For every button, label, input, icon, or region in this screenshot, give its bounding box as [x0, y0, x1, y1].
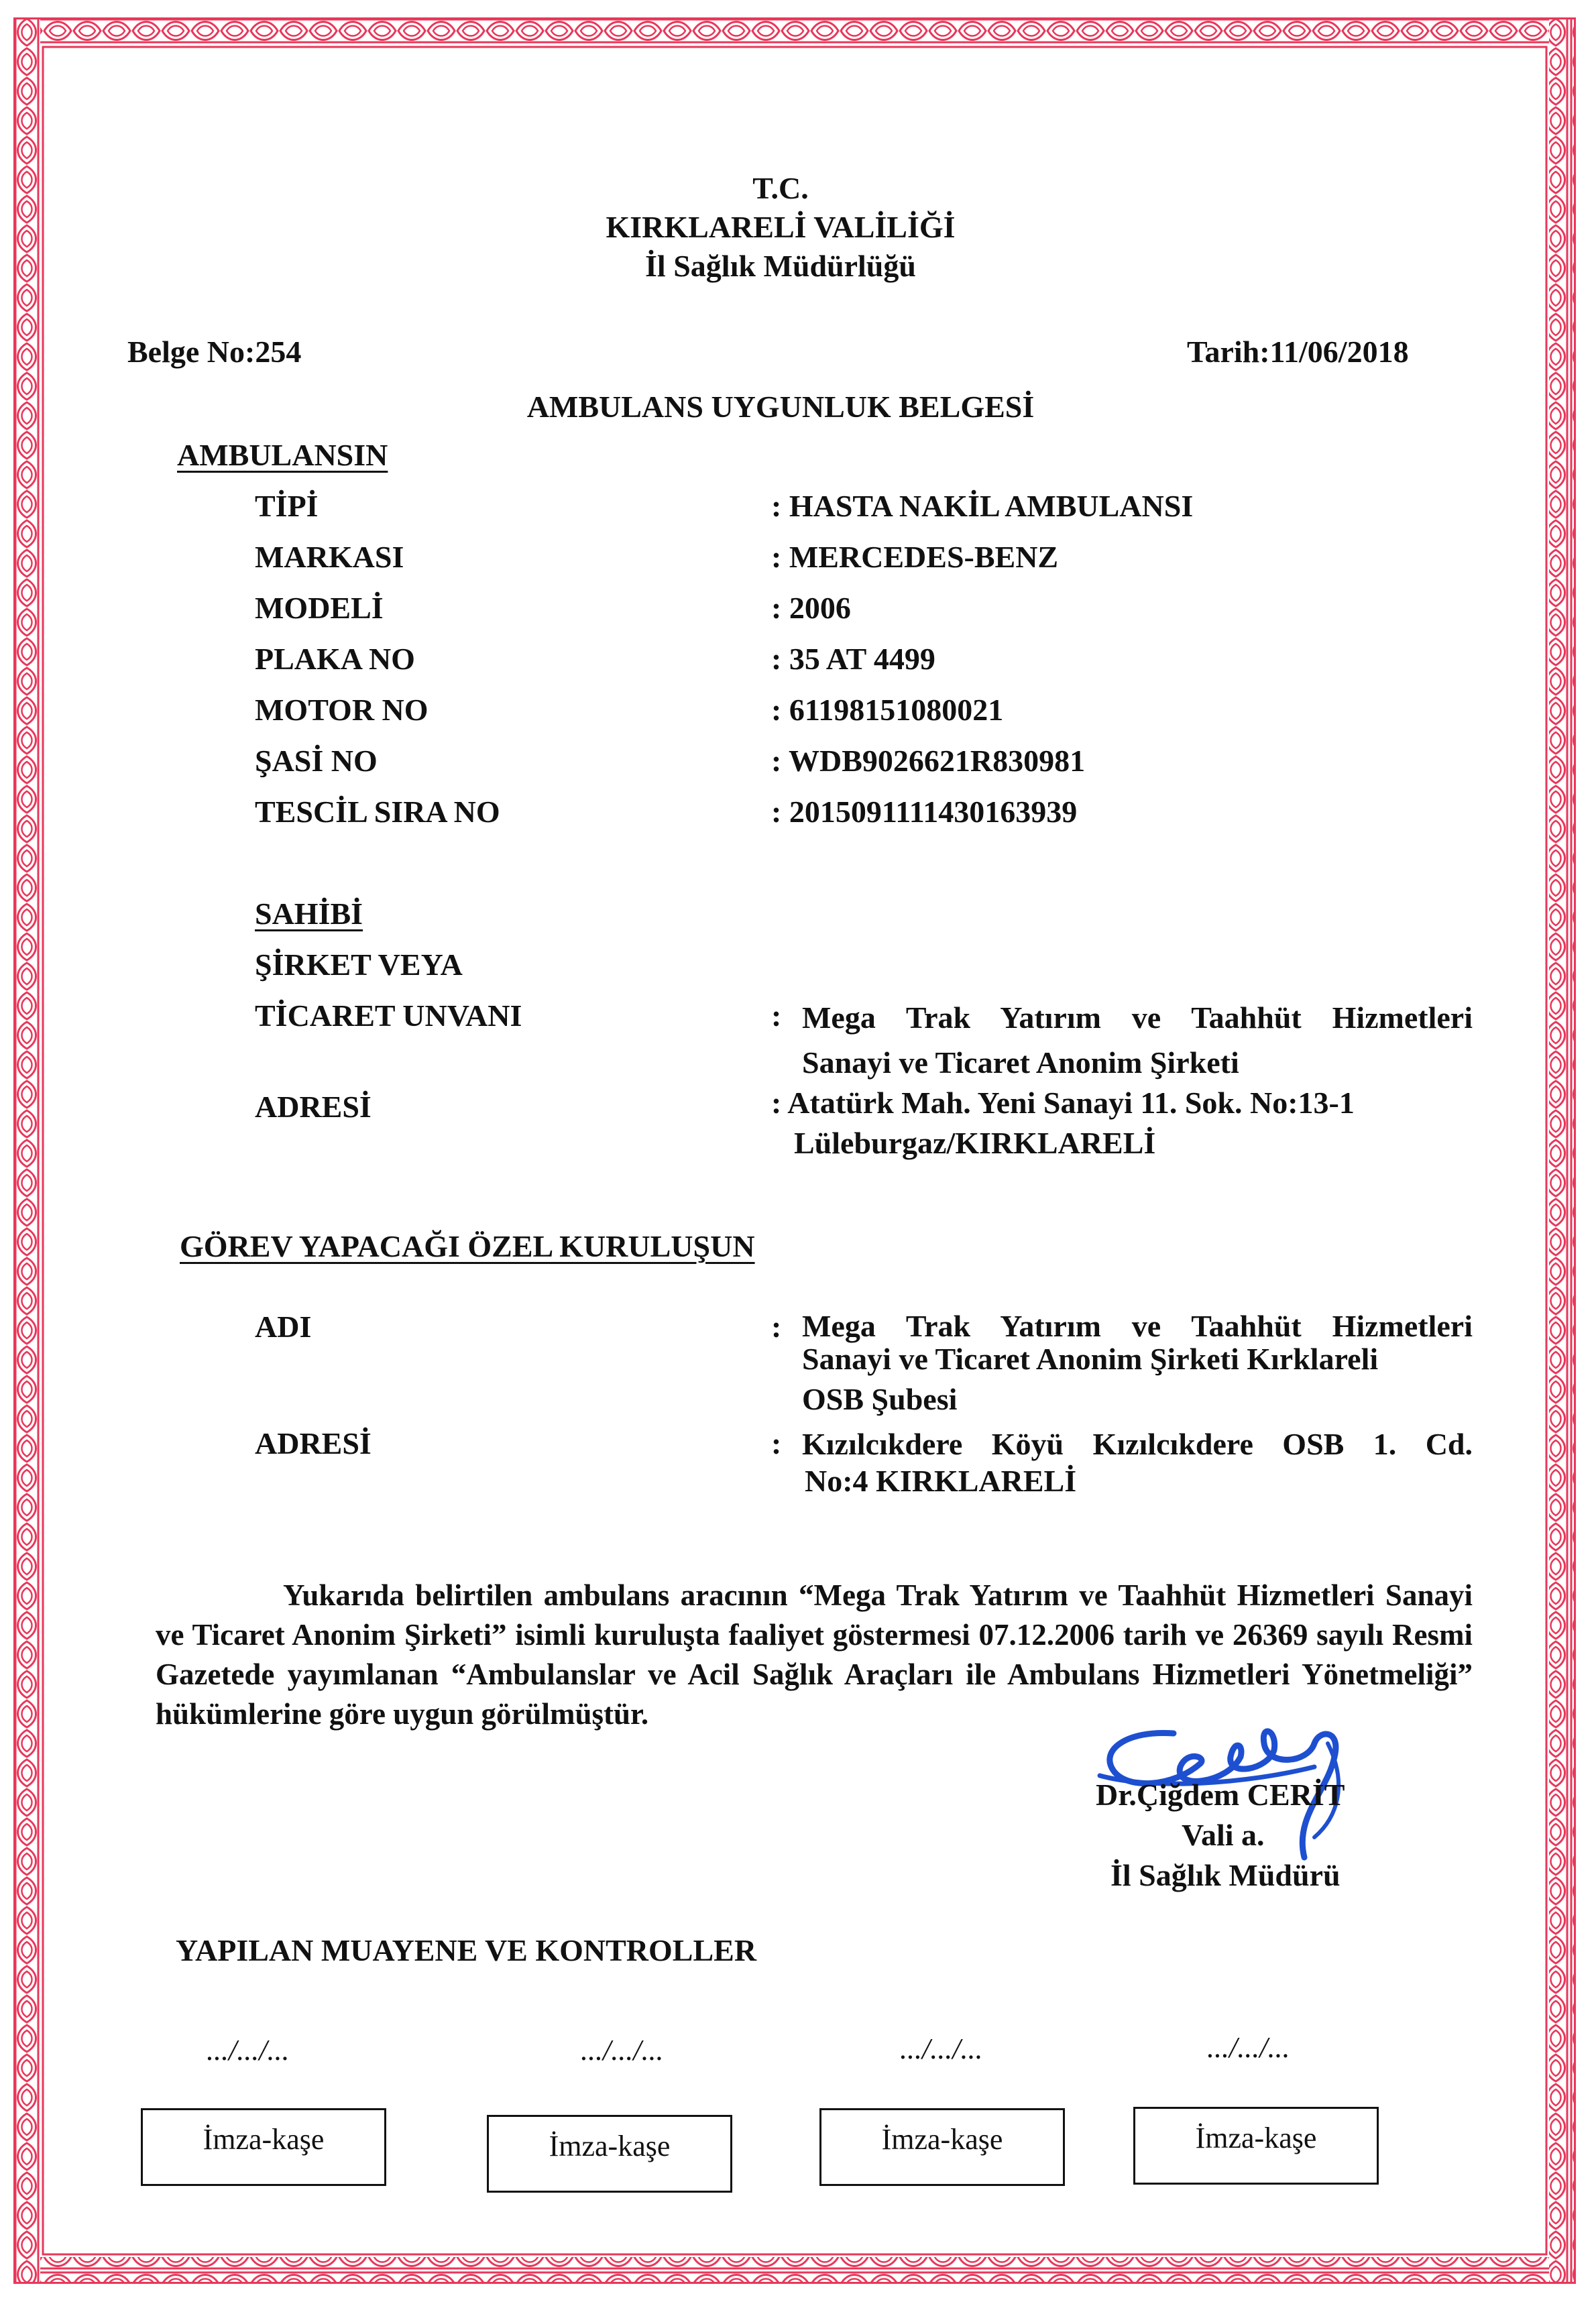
approval-paragraph: Yukarıda belirtilen ambulans aracının “Mega Trak Yatırım ve Taahhüt Hizmetleri Sanayi ve Ticaret Anonim Şirketi” isimli kuruluşta faaliyet göstermesi 07.12.2006 tarih ve 26369 sayılı Resmi Gazetede yayımlanan “Ambulanslar ve Acil Sağlık Araçları ile Ambulans Hizmetleri Yönetmeliği” hükümlerine göre uygun görülmüştür. [156, 1578, 1473, 1731]
institution-name-label: ADI [255, 1310, 312, 1344]
field-value: : HASTA NAKİL AMBULANSI [771, 489, 1194, 523]
inspection-date: .../.../... [1207, 2031, 1290, 2064]
signature-stamp-box: İmza-kaşe [819, 2108, 1065, 2186]
owner-name-line2: Sanayi ve Ticaret Anonim Şirketi [802, 1045, 1239, 1080]
field-label: TİPİ [255, 489, 319, 523]
institution-colon: : [771, 1426, 782, 1460]
field-label: PLAKA NO [255, 642, 415, 676]
field-value: : 61198151080021 [771, 693, 1004, 727]
field-label: MODELİ [255, 591, 384, 625]
institution-name-line2: Sanayi ve Ticaret Anonim Şirketi Kırklareli [802, 1342, 1379, 1376]
header-governorship: KIRKLARELİ VALİLİĞİ [606, 210, 956, 244]
signer-title: Vali a. [1182, 1818, 1265, 1852]
field-label: TESCİL SIRA NO [255, 795, 500, 829]
field-label: ŞASİ NO [255, 744, 378, 778]
field-value: : WDB9026621R830981 [771, 744, 1086, 778]
signature-stamp-box: İmza-kaşe [1133, 2107, 1379, 2185]
field-value: : 35 AT 4499 [771, 642, 935, 676]
owner-colon: : [771, 998, 782, 1033]
institution-heading: GÖREV YAPACAĞI ÖZEL KURULUŞUN [180, 1229, 755, 1263]
field-value: : 2015091111430163939 [771, 795, 1078, 829]
inspection-date: .../.../... [900, 2032, 983, 2065]
document-title: AMBULANS UYGUNLUK BELGESİ [526, 390, 1035, 424]
field-value: : 2006 [771, 591, 851, 625]
signer-position: İl Sağlık Müdürü [1110, 1858, 1341, 1892]
inspection-date: .../.../... [581, 2034, 664, 2067]
ambulance-heading: AMBULANSIN [177, 438, 388, 472]
institution-name-line3: OSB Şubesi [802, 1382, 958, 1416]
field-label: MARKASI [255, 540, 404, 574]
owner-label-trade-name: TİCARET UNVANI [255, 998, 522, 1033]
owner-heading: SAHİBİ [255, 897, 363, 931]
signature-stamp-box: İmza-kaşe [487, 2115, 732, 2193]
document-number: Belge No:254 [127, 335, 302, 369]
header-tc: T.C. [752, 171, 809, 205]
owner-address-line1: : Atatürk Mah. Yeni Sanayi 11. Sok. No:13-1 [771, 1086, 1355, 1120]
owner-address-label: ADRESİ [255, 1090, 372, 1124]
header-directorate: İl Sağlık Müdürlüğü [645, 249, 916, 283]
signature-stamp-box: İmza-kaşe [141, 2108, 386, 2186]
institution-name-line1: Mega Trak Yatırım ve Taahhüt Hizmetleri [802, 1309, 1473, 1343]
institution-address-label: ADRESİ [255, 1426, 372, 1460]
field-value: : MERCEDES-BENZ [771, 540, 1059, 574]
owner-label-company: ŞİRKET VEYA [255, 947, 463, 982]
document-date: Tarih:11/06/2018 [1187, 335, 1409, 369]
inspections-heading: YAPILAN MUAYENE VE KONTROLLER [176, 1933, 757, 1967]
institution-address-line1: Kızılcıkdere Köyü Kızılcıkdere OSB 1. Cd. [802, 1427, 1473, 1461]
inspection-date: .../.../... [207, 2034, 290, 2067]
institution-colon: : [771, 1310, 782, 1344]
institution-address-line2: No:4 KIRKLARELİ [805, 1464, 1077, 1498]
owner-name-line1: Mega Trak Yatırım ve Taahhüt Hizmetleri [802, 1000, 1473, 1035]
field-label: MOTOR NO [255, 693, 429, 727]
signer-name: Dr.Çiğdem CERİT [1096, 1778, 1345, 1812]
owner-address-line2: Lüleburgaz/KIRKLARELİ [794, 1126, 1156, 1160]
